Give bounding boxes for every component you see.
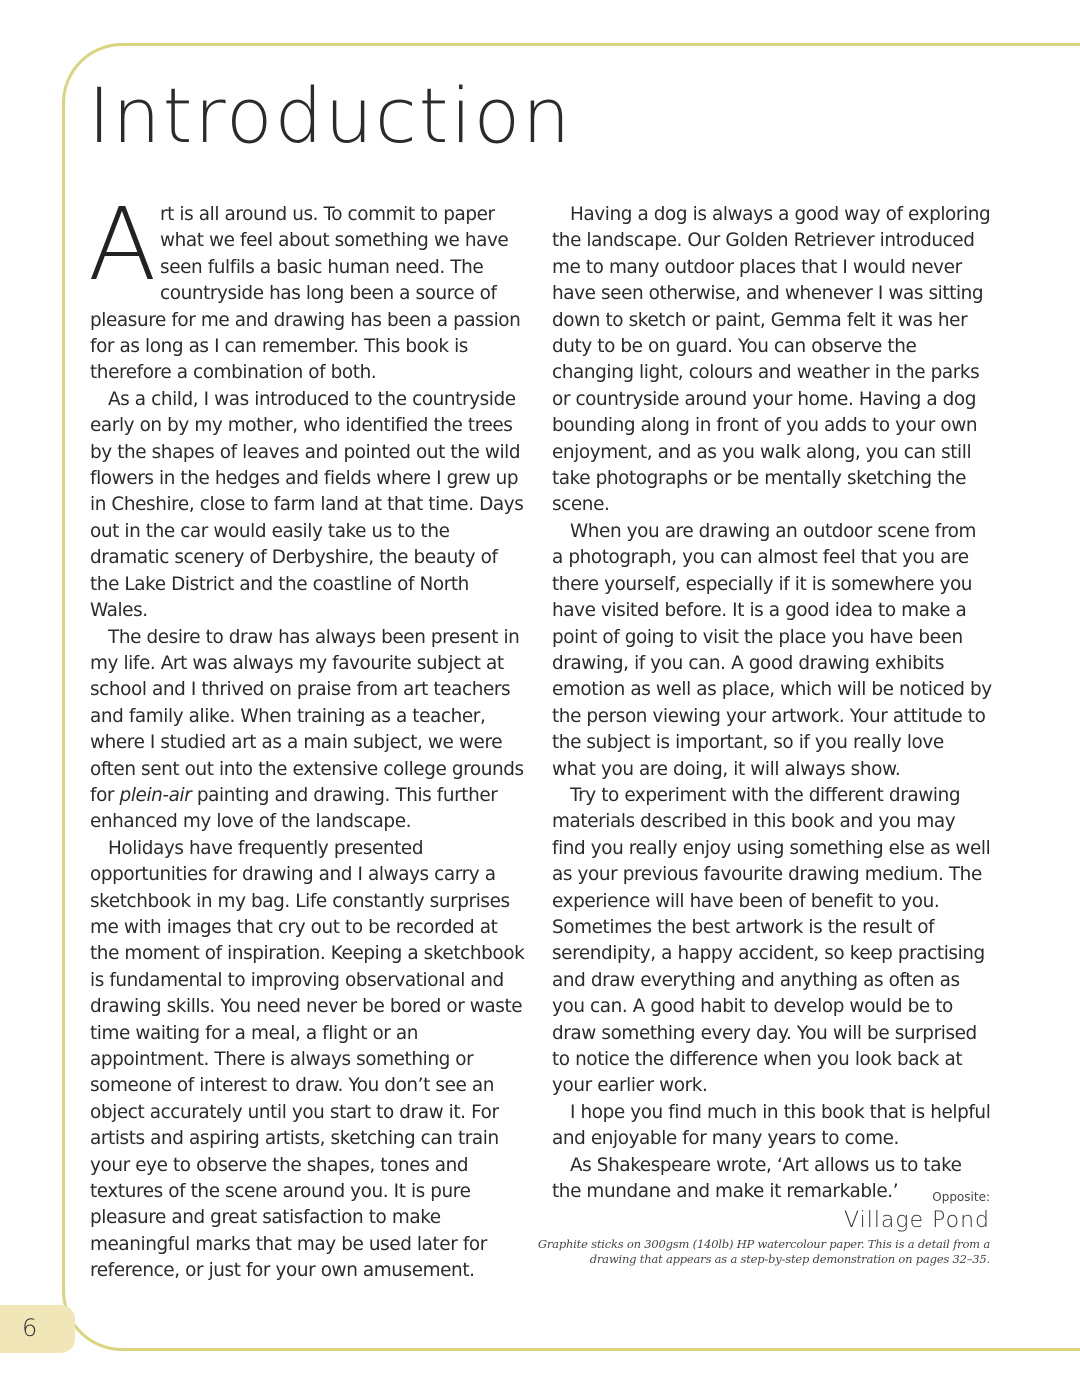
- paragraph-9: As Shakespeare wrote, ‘Art allows us to take the mundane and make it remarkable.’: [552, 1154, 962, 1203]
- paragraph-2: As a child, I was introduced to the countryside early on by my mother, who identified the trees by the shapes of leaves and pointed out the wild flowers in the hedges and fields where I grew up in Cheshire, close to farm land at that time. Days out in the car would easily take us to the dramatic scenery of Derbyshire, the beauty of the Lake District and the coastline of North Wales.: [90, 388, 524, 622]
- image-caption: [530, 1190, 990, 1267]
- page-number-tab: [0, 1305, 75, 1353]
- page-number: 6: [22, 1314, 38, 1342]
- paragraph-1: [88, 186, 528, 387]
- paragraph-8: I hope you find much in this book that is helpful and enjoyable for many years to come.: [552, 1101, 991, 1150]
- paragraph-7: Try to experiment with the different drawing materials described in this book and you may find you really enjoy using something else as well as your previous favourite drawing medium. The experience will have been of benefit to you. Sometimes the best artwork is the result of serendipity, a happy accident, so keep practising and draw everything and anything as often as you can. A good habit to develop would be to draw something every day. You will be surprised to notice the difference when you look back at your earlier work.: [552, 784, 991, 1097]
- paragraph-5: Having a dog is always a good way of exploring the landscape. Our Golden Retriever introduced me to many outdoor places that I would never have seen otherwise, and whenever I was sitting down to sketch or paint, Gemma felt it was her duty to be on guard. You can observe the changing light, colours and weather in the parks or countryside around your home. Having a dog bounding along in front of you adds to your own enjoyment, and as you walk along, you can still take photographs or be mentally sketching the scene.: [552, 204, 991, 516]
- caption-title: Village Pond: [844, 1208, 990, 1233]
- paragraph-1-text: rt is all around us. To commit to paper what we feel about something we have seen fulfils a basic human need. The countryside has long been a source of pleasure for me and drawing has been a passion for as long as I can remember. This book is therefore a combination of both.: [90, 204, 521, 384]
- paragraph-6: When you are drawing an outdoor scene from a photograph, you can almost feel that you are there yourself, especially if it is somewhere you have visited before. It is a good idea to make a point of going to visit the place you have been drawing, if you can. A good drawing exhibits emotion as well as place, which will be noticed by the person viewing your artwork. Your attitude to the subject is important, so if you really love what you are doing, it will always show.: [552, 520, 992, 780]
- paragraph-3: The desire to draw has always been present in my life. Art was always my favourite subject at school and I thrived on praise from art teachers and family alike. When training as a teacher, where I studied art as a main subject, we were often sent out into the extensive college grounds for plein-air painting and drawing. This further enhanced my love of the landscape.: [90, 626, 524, 833]
- caption-text: Graphite sticks on 300gsm (140lb) HP watercolour paper. This is a detail from a drawing that appears as a step-by-step demonstration on pages 32–35.: [537, 1237, 990, 1266]
- caption-label: Opposite:: [932, 1190, 990, 1204]
- plein-air-term: plein-air: [119, 784, 192, 806]
- left-column: [88, 186, 528, 1285]
- paragraph-4: Holidays have frequently presented opportunities for drawing and I always carry a sketchbook in my bag. Life constantly surprises me with images that cry out to be recorded at the moment of inspiration. Keeping a sketchbook is fundamental to improving observational and drawing skills. You need never be bored or waste time waiting for a meal, a flight or an appointment. There is always something or someone of interest to draw. You don’t see an object accurately until you start to draw it. For artists and aspiring artists, sketching can train your eye to observe the shapes, tones and textures of the scene around you. It is pure pleasure and great satisfaction to make meaningful marks that may be used later for reference, or just for your own amusement.: [90, 837, 525, 1282]
- drop-cap: A: [88, 186, 157, 303]
- page-title: Introduction: [88, 71, 573, 160]
- right-column: [552, 202, 992, 1205]
